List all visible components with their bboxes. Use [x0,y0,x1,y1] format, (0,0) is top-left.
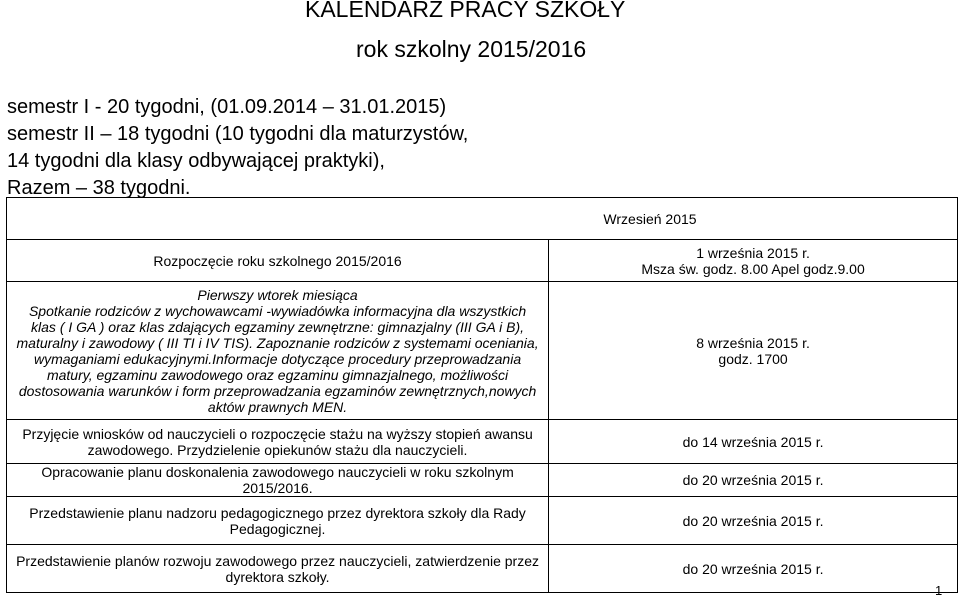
task-text: Spotkanie rodziców z wychowawcami -wywiadówka informacyjna dla wszystkich [28,302,527,319]
table-row [7,282,958,420]
date-cell [549,497,958,545]
task-cell [7,464,549,497]
semester-info [7,94,468,202]
month-header: Wrzesień 2015 [7,198,958,240]
date-text: 8 września 2015 r. [696,334,810,351]
task-cell [7,282,549,420]
task-text: Przyjęcie wniosków od nauczycieli o rozpoczęcie stażu na wyższy stopień awansu [22,425,533,442]
calendar-table [6,197,958,593]
date-text: 1 września 2015 r. [696,244,810,261]
task-cell [7,420,549,464]
document-title: KALENDARZ PRACY SZKOŁY [305,0,626,22]
date-text: do 20 września 2015 r. [682,512,824,529]
task-text: matury, egzaminu zawodowego oraz egzaminu gimnazjalnego, możliwości [46,366,509,383]
task-text: maturalny i zawodowy ( III TI i IV TIS). Zapoznanie rodziców z systemami oceniania, [16,334,539,351]
task-text: Przedstawienie planów rozwoju zawodowego przez nauczycieli, zatwierdzenie przez [16,552,540,569]
table-row [7,420,958,464]
task-cell [7,240,549,282]
date-cell [549,240,958,282]
table-row [7,545,958,593]
task-text: Przedstawienie planu nadzoru pedagogicznego przez dyrektora szkoły dla Rady [29,504,526,521]
task-cell [7,497,549,545]
date-cell [549,464,958,497]
school-year-subtitle: rok szkolny 2015/2016 [356,36,587,62]
date-text: do 14 września 2015 r. [682,433,824,450]
date-text: godz. 1700 [718,350,788,367]
task-text: wymaganiami edukacyjnymi.Informacje dotyczące procedury przeprowadzania [33,350,522,367]
date-text: do 20 września 2015 r. [682,472,824,488]
task-text: Pierwszy wtorek miesiąca [197,286,358,303]
table-row [7,240,958,282]
semester-line: Razem – 38 tygodni. [7,177,191,199]
semester-line: semestr II – 18 tygodni (10 tygodni dla maturzystów, [7,123,469,145]
date-cell [549,545,958,593]
task-text: aktów prawnych MEN. [207,398,348,415]
task-text: klas ( I GA ) oraz klas zdających egzaminy zewnętrzne: gimnazjalny (III GA i B), [31,318,525,335]
task-text: Pedagogicznej. [229,520,326,537]
task-cell [7,545,549,593]
date-cell [549,420,958,464]
task-text: Opracowanie planu doskonalenia zawodowego nauczycieli w roku szkolnym 2015/2016. [41,464,514,496]
date-text: Msza św. godz. 8.00 Apel godz.9.00 [641,260,865,277]
semester-line: semestr I - 20 tygodni, (01.09.2014 – 31.01.2015) [7,96,447,118]
page-number: 1 [935,583,943,598]
date-text: do 20 września 2015 r. [682,560,824,577]
semester-line: 14 tygodni dla klasy odbywającej praktyki), [7,150,385,172]
table-row [7,497,958,545]
task-text: dostosowania warunków i form przeprowadzania egzaminów zewnętrznych,nowych [18,382,537,399]
task-text: zawodowego. Przydzielenie opiekunów stażu dla nauczycieli. [87,441,468,458]
table-row [7,464,958,497]
task-text: Rozpoczęcie roku szkolnego 2015/2016 [153,252,402,269]
date-cell [549,282,958,420]
task-text: dyrektora szkoły. [225,568,330,585]
